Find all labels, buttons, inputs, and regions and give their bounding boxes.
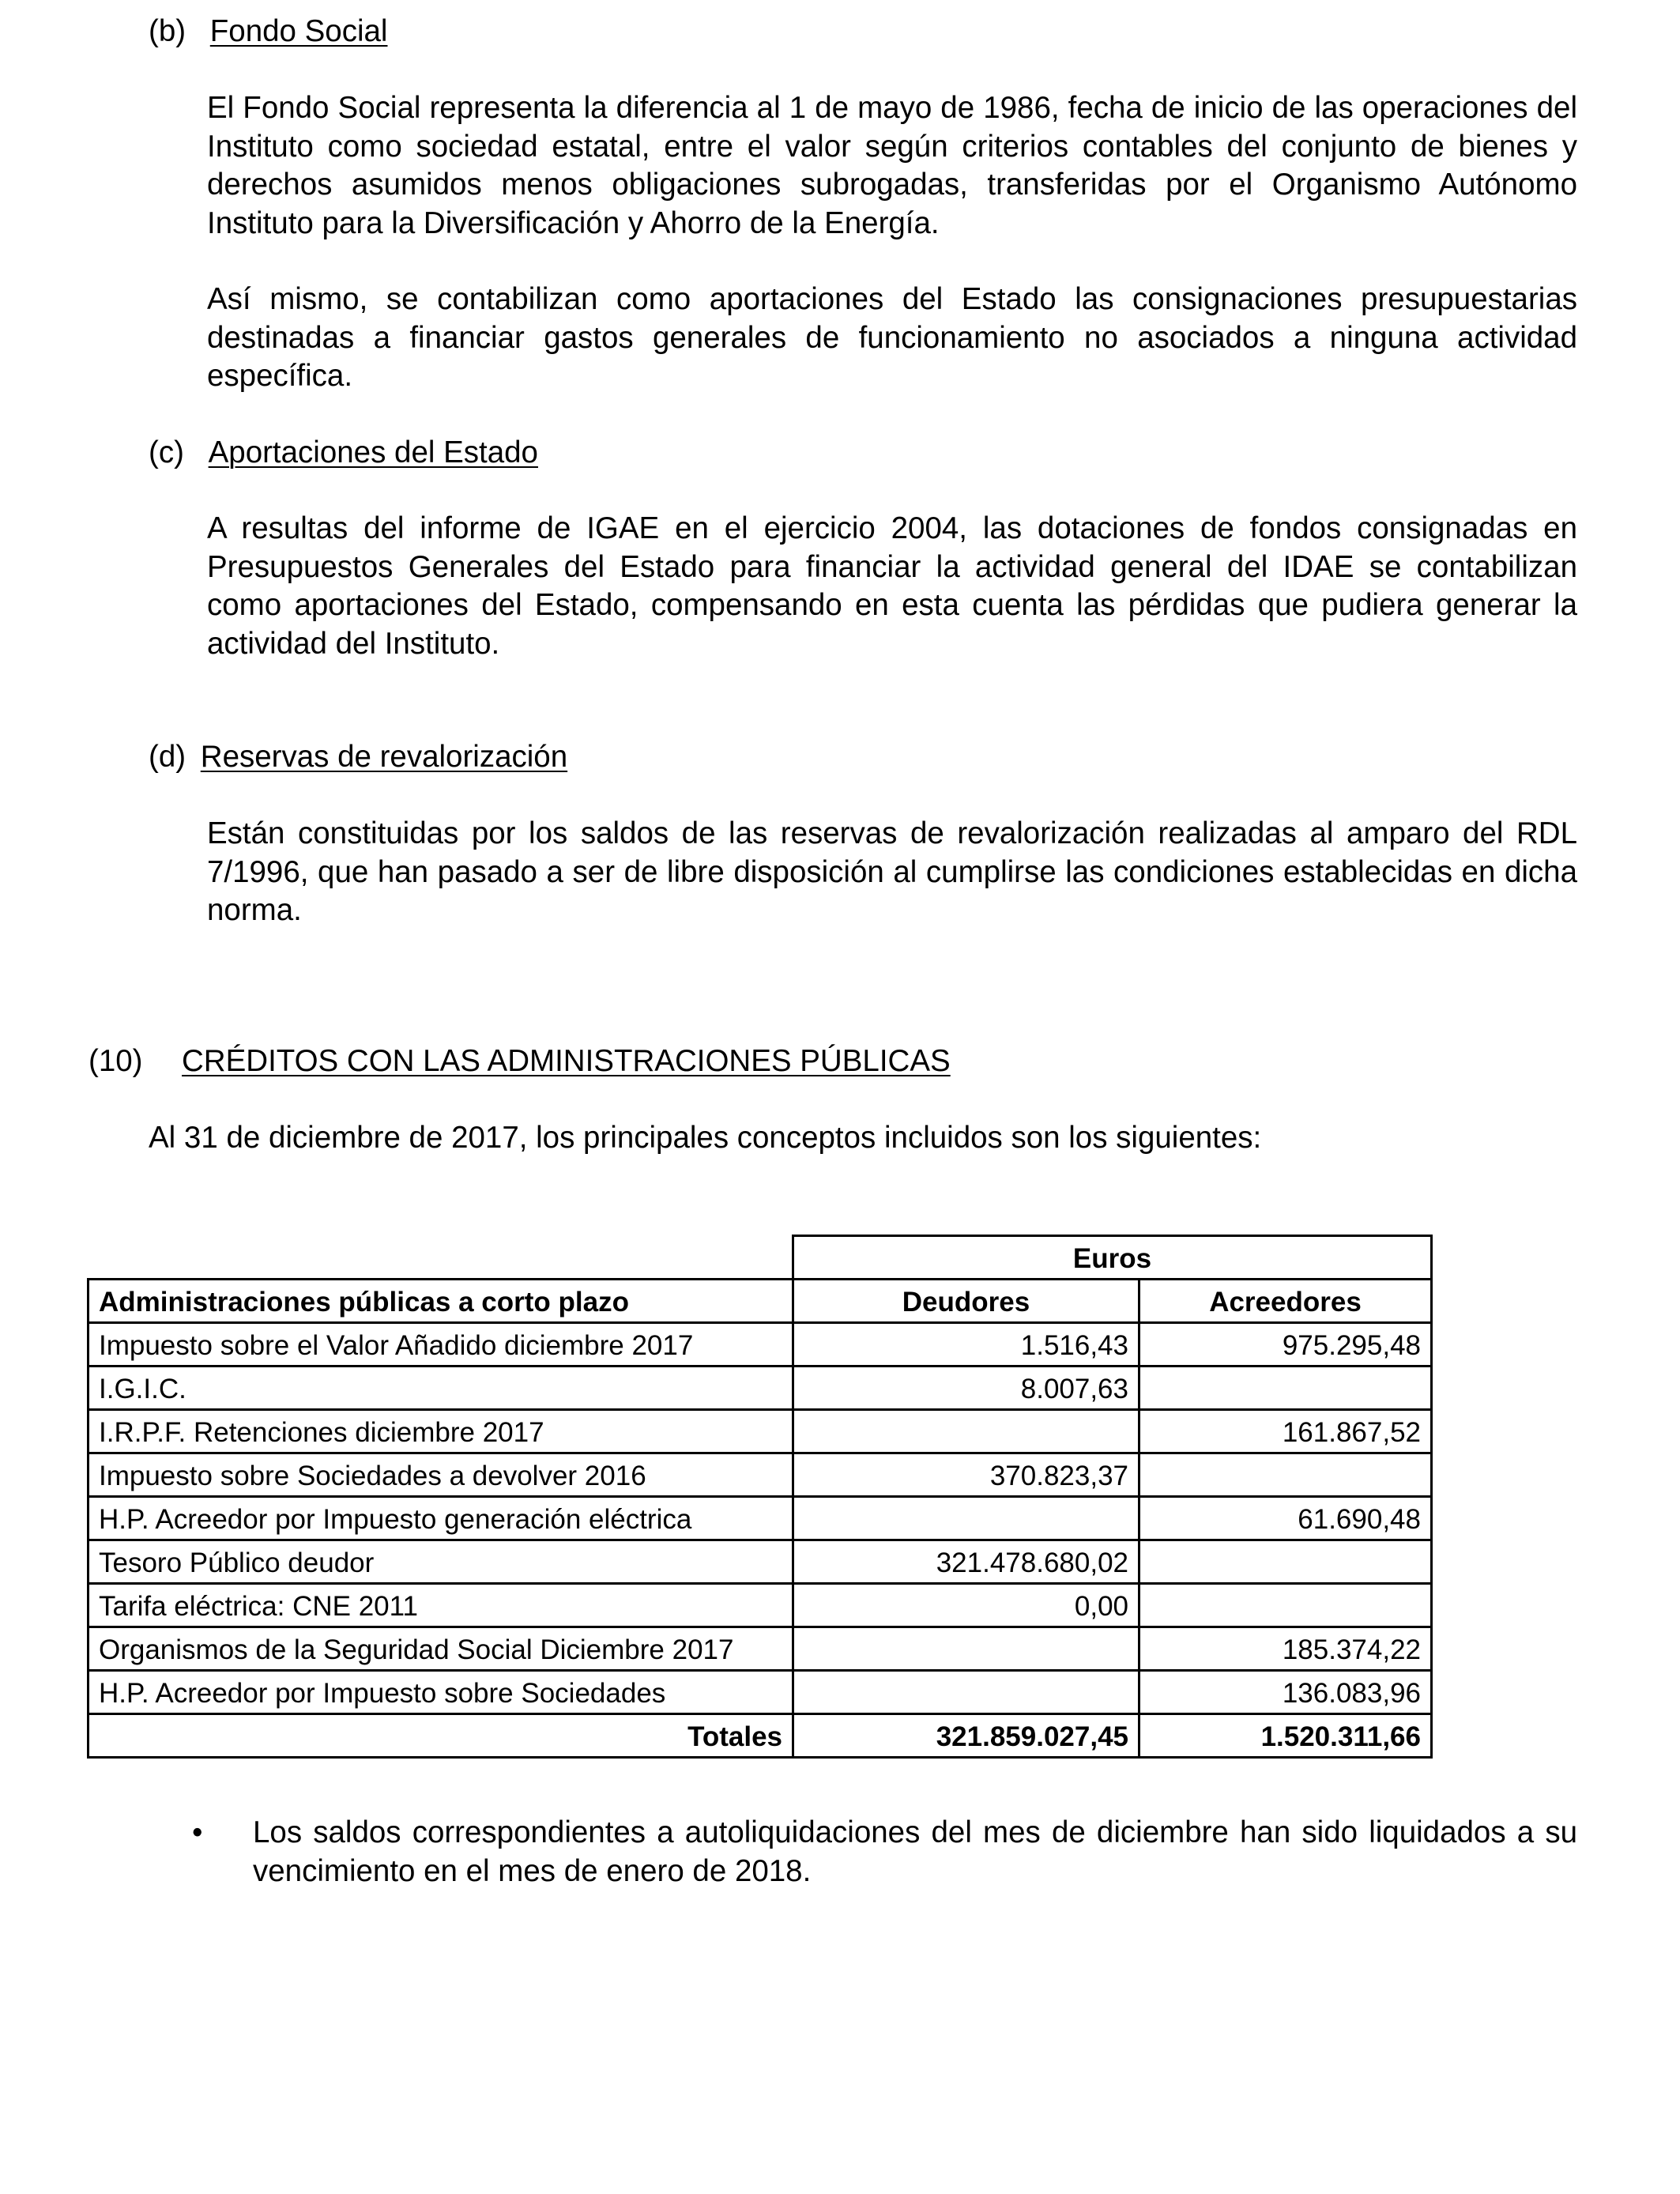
table-row	[89, 1367, 1432, 1410]
table-body	[89, 1323, 1432, 1714]
cell-concept: Tarifa eléctrica: CNE 2011	[89, 1584, 793, 1627]
section-c-title: Aportaciones del Estado	[208, 435, 538, 469]
cell-deudores: 0,00	[793, 1584, 1139, 1627]
cell-acreedores	[1139, 1540, 1432, 1584]
cell-acreedores	[1139, 1367, 1432, 1410]
table-row	[89, 1584, 1432, 1627]
section-b-marker: (b)	[149, 14, 186, 48]
totals-acreedores: 1.520.311,66	[1139, 1714, 1432, 1758]
cell-acreedores: 61.690,48	[1139, 1497, 1432, 1540]
group-header-euros: Euros	[793, 1236, 1432, 1280]
cell-concept: Tesoro Público deudor	[89, 1540, 793, 1584]
section-d-marker: (d)	[149, 740, 186, 774]
section-c-paragraph-1: A resultas del informe de IGAE en el ejercicio 2004, las dotaciones de fondos consignadas en Presupuestos Generales del Estado para financiar la actividad general del IDAE se contabilizan como aportaciones del Estado, compensando en esta cuenta las pérdidas que pudiera generar la actividad del Instituto.	[207, 511, 1577, 661]
cell-concept: H.P. Acreedor por Impuesto generación eléctrica	[89, 1497, 793, 1540]
section-10-marker: (10)	[89, 1044, 143, 1078]
table-row	[89, 1453, 1432, 1497]
table-row	[89, 1627, 1432, 1671]
col-header-deudores: Deudores	[793, 1280, 1139, 1323]
cell-deudores: 1.516,43	[793, 1323, 1139, 1367]
cell-acreedores: 136.083,96	[1139, 1671, 1432, 1714]
section-10-intro: Al 31 de diciembre de 2017, los principales conceptos incluidos son los siguientes:	[149, 1121, 1262, 1155]
section-c-marker: (c)	[149, 435, 184, 469]
section-b-paragraph-2: Así mismo, se contabilizan como aportaciones del Estado las consignaciones presupuestarias destinadas a financiar gastos generales de funcionamiento no asociados a ninguna actividad específica.	[207, 282, 1577, 393]
table-row	[89, 1410, 1432, 1453]
table-group-header-row	[89, 1236, 1432, 1280]
section-b-heading	[149, 13, 388, 51]
section-c-heading	[149, 434, 538, 473]
credits-table	[87, 1235, 1433, 1759]
cell-deudores	[793, 1627, 1139, 1671]
cell-concept: Impuesto sobre el Valor Añadido diciembre 2017	[89, 1323, 793, 1367]
cell-concept: I.R.P.F. Retenciones diciembre 2017	[89, 1410, 793, 1453]
cell-acreedores: 161.867,52	[1139, 1410, 1432, 1453]
col-header-acreedores: Acreedores	[1139, 1280, 1432, 1323]
totals-deudores: 321.859.027,45	[793, 1714, 1139, 1758]
cell-concept: Impuesto sobre Sociedades a devolver 2016	[89, 1453, 793, 1497]
cell-concept: Organismos de la Seguridad Social Diciembre 2017	[89, 1627, 793, 1671]
table-totals-row	[89, 1714, 1432, 1758]
cell-acreedores: 975.295,48	[1139, 1323, 1432, 1367]
cell-concept: I.G.I.C.	[89, 1367, 793, 1410]
cell-acreedores	[1139, 1584, 1432, 1627]
table-row	[89, 1497, 1432, 1540]
table-row	[89, 1323, 1432, 1367]
cell-deudores: 370.823,37	[793, 1453, 1139, 1497]
section-d-paragraph-1: Están constituidas por los saldos de las reservas de revalorización realizadas al amparo del RDL 7/1996, que han pasado a ser de libre disposición al cumplirse las condiciones establecidas en dicha norma.	[207, 816, 1577, 927]
bullet-symbol: •	[192, 1815, 203, 1849]
section-10-heading	[89, 1042, 951, 1081]
bullet-text: Los saldos correspondientes a autoliquidaciones del mes de diciembre han sido liquidados a su vencimiento en el mes de enero de 2018.	[253, 1815, 1577, 1888]
totals-label: Totales	[89, 1714, 793, 1758]
section-d-title: Reservas de revalorización	[200, 740, 568, 774]
credits-table-container	[87, 1235, 1433, 1759]
cell-acreedores	[1139, 1453, 1432, 1497]
table-row	[89, 1671, 1432, 1714]
section-b-paragraph-1: El Fondo Social representa la diferencia al 1 de mayo de 1986, fecha de inicio de las operaciones del Instituto como sociedad estatal, entre el valor según criterios contables del conjunto de bienes y derechos asumidos menos obligaciones subrogadas, transferidas por el Organismo Autónomo Instituto para la Diversificación y Ahorro de la Energía.	[207, 91, 1577, 240]
cell-deudores	[793, 1497, 1139, 1540]
cell-deudores	[793, 1671, 1139, 1714]
table-header-row	[89, 1280, 1432, 1323]
section-10-title: CRÉDITOS CON LAS ADMINISTRACIONES PÚBLICAS	[182, 1044, 951, 1078]
cell-deudores: 321.478.680,02	[793, 1540, 1139, 1584]
section-b-title: Fondo Social	[209, 14, 388, 48]
cell-concept: H.P. Acreedor por Impuesto sobre Sociedades	[89, 1671, 793, 1714]
section-d-heading	[149, 738, 567, 777]
cell-acreedores: 185.374,22	[1139, 1627, 1432, 1671]
cell-deudores: 8.007,63	[793, 1367, 1139, 1410]
table-row	[89, 1540, 1432, 1584]
cell-deudores	[793, 1410, 1139, 1453]
col-header-concept: Administraciones públicas a corto plazo	[89, 1280, 793, 1323]
